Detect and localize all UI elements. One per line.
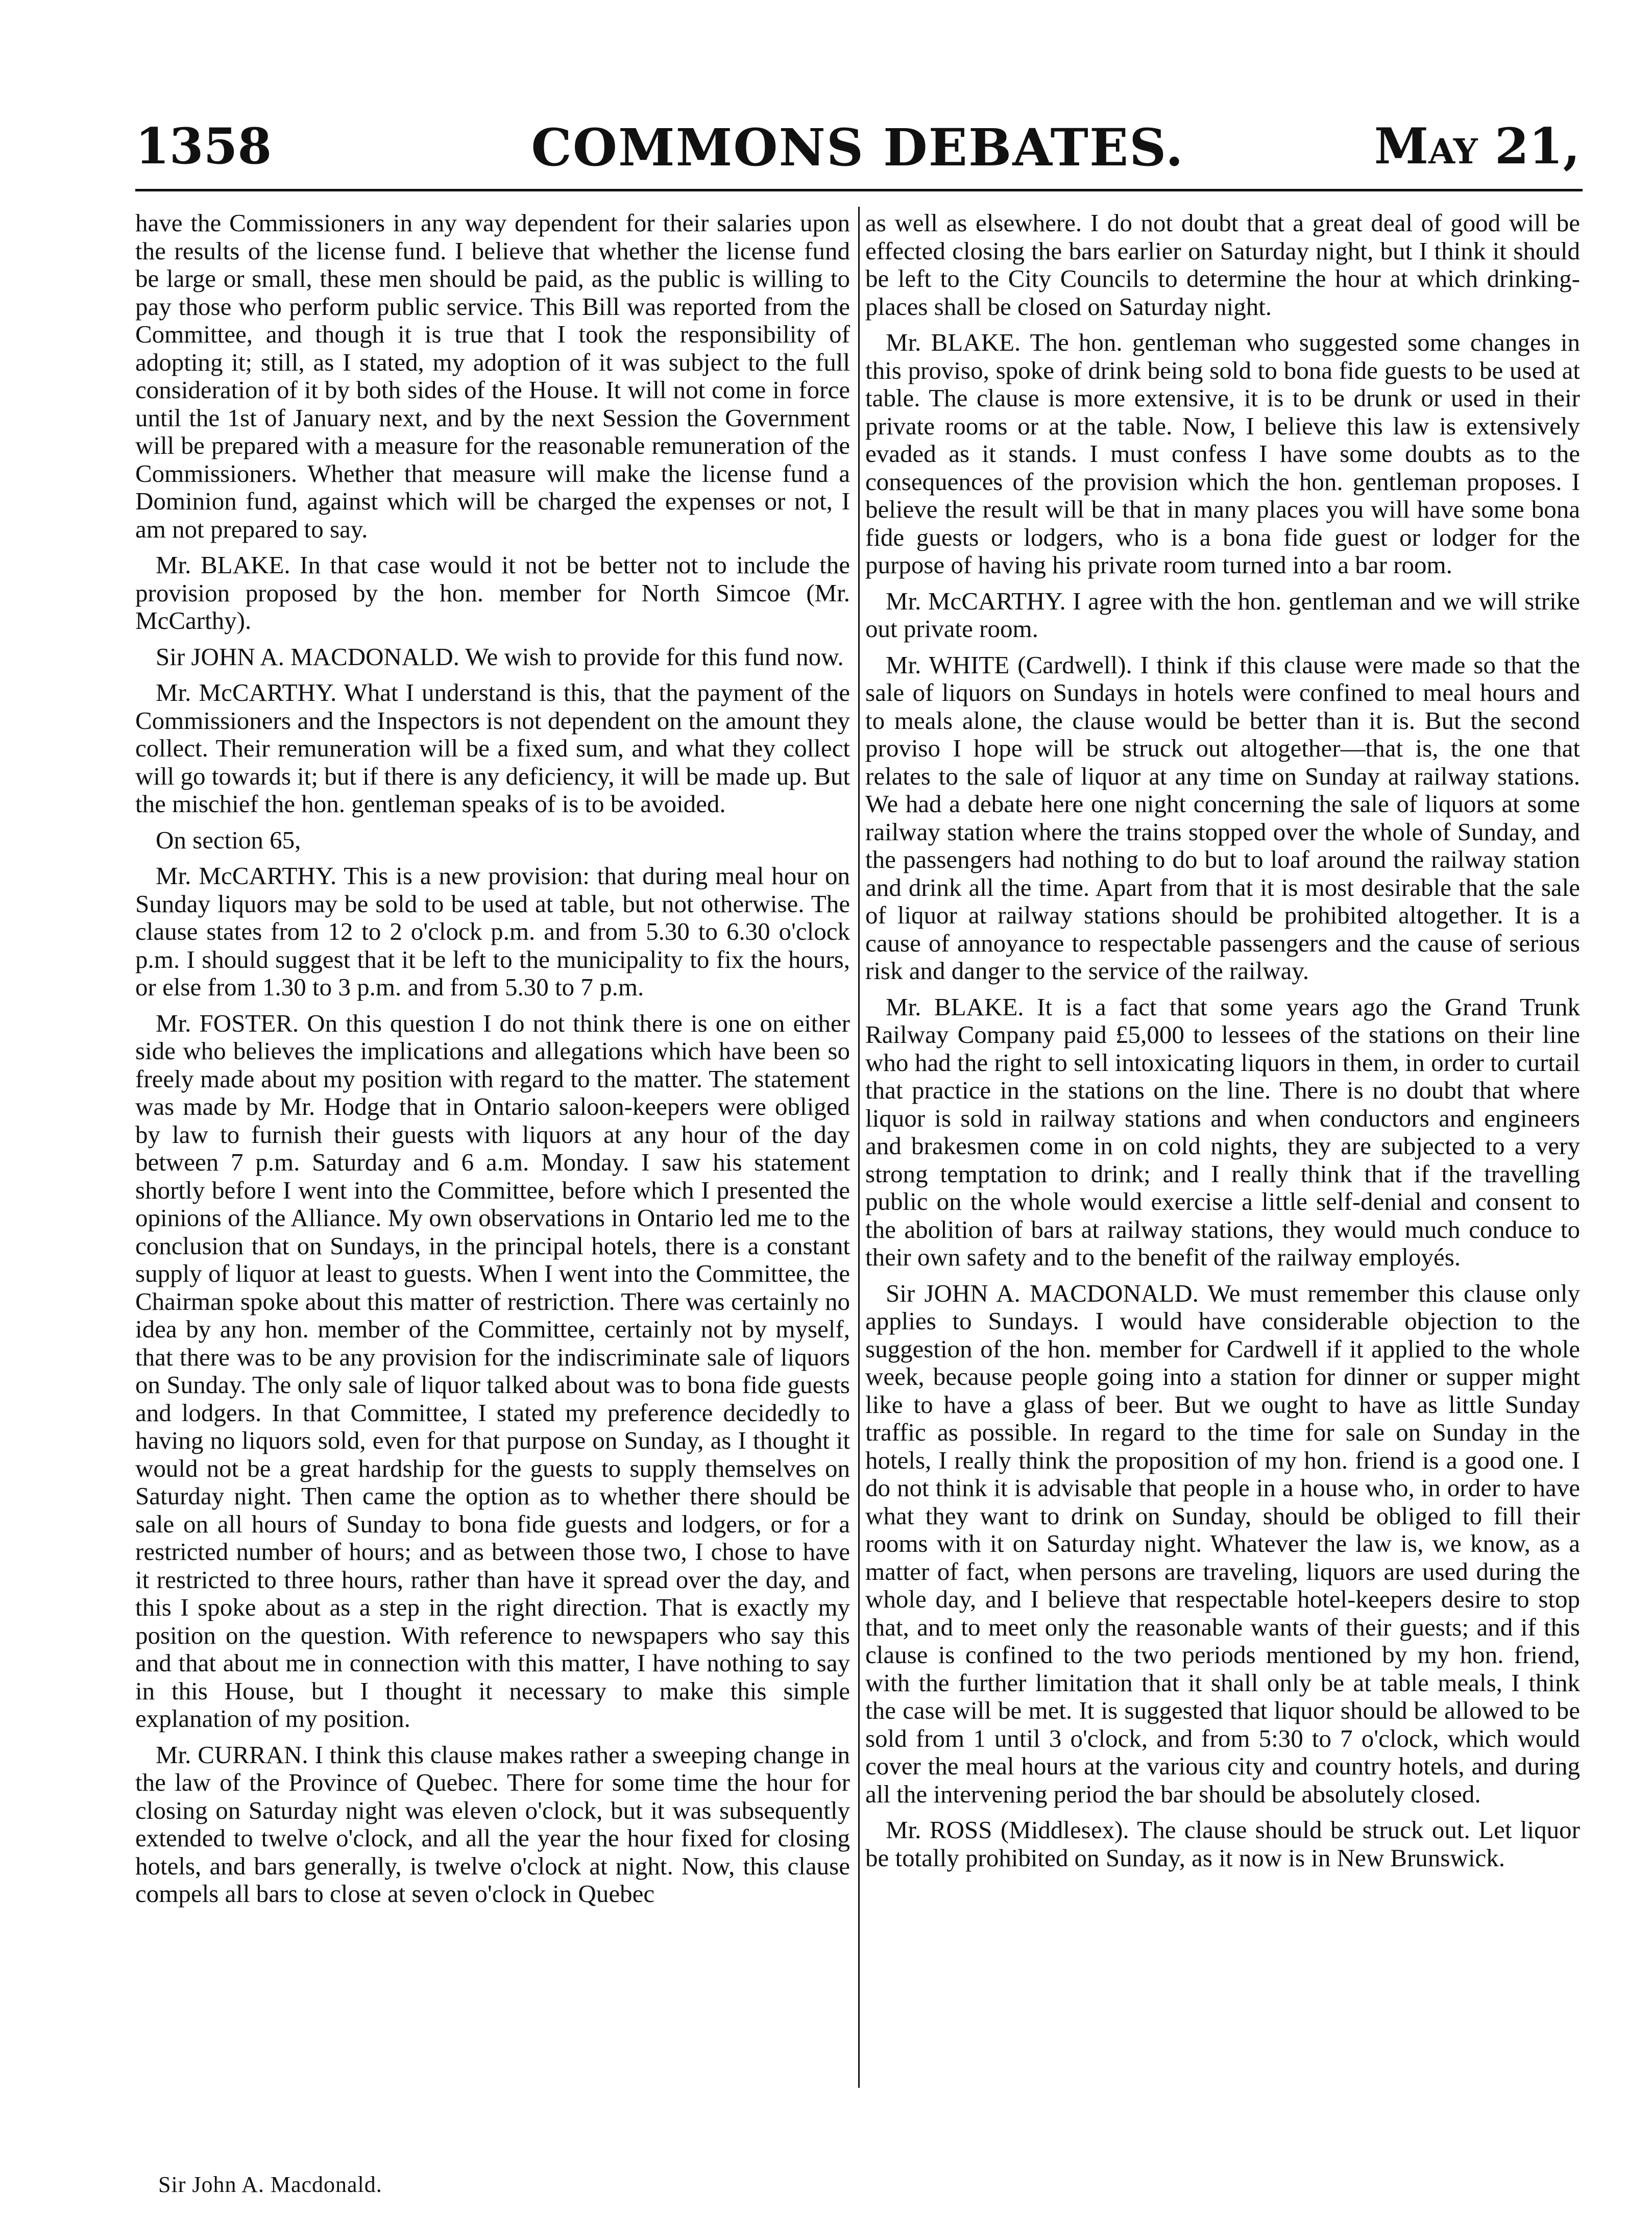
speaker-name: Mr. BLAKE. (886, 328, 1021, 356)
catchword: Sir John A. Macdonald. (158, 2172, 382, 2197)
speaker-name: Mr. FOSTER. (156, 1009, 299, 1037)
speaker-name: Sir JOHN A. MACDONALD. (156, 642, 459, 671)
paragraph (865, 651, 1580, 985)
paragraph (865, 1280, 1580, 1809)
paragraph (865, 588, 1580, 643)
speaker-name: Mr. McCARTHY. (156, 862, 337, 890)
column-divider (858, 207, 860, 2088)
paragraph-text: have the Commissioners in any way dependent for their salaries upon the results of the license fund. I believe that whether the license fund be large or small, these men should be paid, as the public is willing to pay those who perform public service. This Bill was reported from the Committee, and though it is true that I took the responsibility of adopting it; still, as I stated, my adoption of it was subject to the full consideration of it by both sides of the House. It will not come in force until the 1st of January next, and by the next Session the Government will be prepared with a measure for the reasonable remuneration of the Commissioners. Whether that measure will make the license fund a Dominion fund, against which will be charged the expenses or not, I am not prepared to say. (135, 209, 850, 543)
paragraph-text: I think if this clause were made so that the sale of liquors on Sundays in hotels were confined to meal hours and to meals alone, the clause would be better than it is. But the second proviso I hope will be struck out altogether—that is, the one that relates to the sale of liquor at any time on Sunday at railway stations. We had a debate here one night concerning the sale of liquors at some railway station where the trains stopped over the whole of Sunday, and the passengers had nothing to do but to loaf around the railway station and drink all the time. Apart from that it is most desirable that the sale of liquor at railway stations should be prohibited altogether. It is a cause of annoyance to respectable passengers and the cause of serious risk and danger to the service of the railway. (865, 650, 1580, 985)
paragraph (865, 329, 1580, 579)
page-header (135, 117, 1580, 179)
speaker-name: Mr. CURRAN. (156, 1740, 308, 1769)
header-rule (135, 189, 1583, 191)
paragraph (135, 826, 850, 855)
paragraph (135, 551, 850, 635)
left-column (135, 209, 850, 2159)
speaker-name: Mr. McCARTHY. (886, 587, 1066, 615)
paragraph-text: The hon. gentleman who suggested some changes in this proviso, spoke of drink being sold to bona fide guests to be used at table. The clause is more extensive, it is to be drunk or used in their private rooms or at the table. Now, I believe this law is extensively evaded as it stands. I must confess I have some doubts as to the consequences of the provision which the hon. gentleman proposes. I believe the result will be that in many places you will have some bona fide guests or lodgers, who is a bona fide guest or lodger for the purpose of having his private room turned into a bar room. (865, 328, 1580, 579)
speaker-name: Mr. BLAKE. (886, 992, 1024, 1021)
paragraph-text: It is a fact that some years ago the Grand Trunk Railway Company paid £5,000 to lessees of the stations on their line who had the right to sell intoxicating liquors in them, in order to curtail that practice in the stations on the line. There is no doubt that where liquor is sold in railway stations and when conductors and engineers and brakesmen come in on cold nights, they are subjected to a very strong temptation to drink; and I really think that if the travelling public on the whole would exercise a little self-denial and consent to the abolition of bars at railway stations, they would much conduce to their own safety and to the benefit of the railway employés. (865, 992, 1580, 1271)
paragraph-text: I agree with the hon. gentleman and we will strike out private room. (865, 587, 1580, 643)
paragraph-text: We wish to provide for this fund now. (465, 642, 844, 671)
speaker-name: Mr. McCARTHY. (156, 678, 337, 706)
paragraph (865, 209, 1580, 321)
paragraph (135, 1741, 850, 1908)
paragraph (135, 1010, 850, 1733)
paragraph (865, 1816, 1580, 1872)
paragraph-text: The clause should be struck out. Let liquor be totally prohibited on Sunday, as it now is in New Brunswick. (865, 1816, 1580, 1872)
speaker-name: Sir JOHN A. MACDONALD. (886, 1279, 1199, 1307)
speaker-name: Mr. WHITE (Cardwell). (886, 650, 1132, 679)
paragraph (135, 862, 850, 1002)
paragraph-text: I think this clause makes rather a sweeping change in the law of the Province of Quebec. There for some time the hour for closing on Saturday night was eleven o'clock, but it was subsequently extended to twelve o'clock, and all the year the hour fixed for closing hotels, and bars generally, is twelve o'clock at night. Now, this clause compels all bars to close at seven o'clock in Quebec (135, 1740, 850, 1908)
page-number: 1358 (135, 117, 272, 175)
speaker-name: Mr. ROSS (Middlesex). (886, 1816, 1129, 1844)
paragraph-text: This is a new provision: that during meal hour on Sunday liquors may be sold to be used at table, but not otherwise. The clause states from 12 to 2 o'clock p.m. and from 5.30 to 6.30 o'clock p.m. I should suggest that it be left to the municipality to fix the hours, or else from 1.30 to 3 p.m. and from 5.30 to 7 p.m. (135, 862, 850, 1001)
paragraph (865, 993, 1580, 1272)
speaker-name: Mr. BLAKE. (156, 551, 290, 579)
paragraph-text: On this question I do not think there is one on either side who believes the implications and allegations which have been so freely made about my position with regard to the matter. The statement was made by Mr. Hodge that in Ontario saloon-keepers were obliged by law to furnish their guests with liquors at any hour of the day between 7 p.m. Saturday and 6 a.m. Monday. I saw his statement shortly before I went into the Committee, before which I presented the opinions of the Alliance. My own observations in Ontario led me to the conclusion that on Sundays, in the principal hotels, there is a constant supply of liquor at least to guests. When I went into the Committee, the Chairman spoke about this matter of restriction. There was certainly no idea by any hon. member of the Committee, certainly not by myself, that there was to be any provision for the indiscriminate sale of liquors on Sunday. The only sale of liquor talked about was to bona fide guests and lodgers. In that Committee, I stated my preference decidedly to having no liquors sold, even for that purpose on Sunday, as I thought it would not be a great hardship for the guests to supply themselves on Saturday night. Then came the option as to whether there should be sale on all hours of Sunday to bona fide guests and lodgers, or for a restricted number of hours; and as between those two, I chose to have it restricted to three hours, rather than have it spread over the day, and this I spoke about as a step in the right direction. That is exactly my position on the question. With reference to newspapers who say this and that about me in connection with this matter, I have nothing to say in this House, but I thought it necessary to make this simple explanation of my position. (135, 1009, 850, 1733)
paragraph-text: We must remember this clause only applies to Sundays. I would have considerable objection to the suggestion of the hon. member for Cardwell if it applied to the whole week, because people going into a station for dinner or supper might like to have a glass of beer. But we ought to have as little Sunday traffic as possible. In regard to the time for sale on Sunday in the hotels, I really think the proposition of my hon. friend is a good one. I do not think it is advisable that people in a house who, in order to have what they want to drink on Sunday, should be obliged to fill their rooms with it on Saturday night. Whatever the law is, we know, as a matter of fact, when persons are traveling, liquors are used during the whole day, and I believe that respectable hotel-keepers desire to stop that, and to meet only the reasonable wants of their guests; and if this clause is confined to the two periods mentioned by my hon. friend, with the further limitation that it shall only be at table meals, I think the case will be met. It is suggested that liquor should be allowed to be sold from 1 until 3 o'clock, and from 5:30 to 7 o'clock, which would cover the meal hours at the various city and country hotels, and during all the intervening period the bar should be absolutely closed. (865, 1279, 1580, 1808)
paragraph-text: as well as elsewhere. I do not doubt that a great deal of good will be effected closing the bars earlier on Saturday night, but I think it should be left to the City Councils to determine the hour at which drinking-places shall be closed on Saturday night. (865, 209, 1580, 321)
paragraph (135, 643, 850, 671)
paragraph-text: On section 65, (156, 825, 301, 854)
paragraph (135, 209, 850, 543)
right-column (865, 209, 1580, 2159)
paragraph-text: What I understand is this, that the payment of the Commissioners and the Inspectors is not dependent on the amount they collect. Their remuneration will be a fixed sum, and what they collect will go towards it; but if there is any deficiency, it will be made up. But the mischief the hon. gentleman speaks of is to be avoided. (135, 678, 850, 818)
page-title: COMMONS DEBATES. (531, 117, 1184, 178)
page-date: May 21, (1374, 117, 1580, 175)
paragraph-text: In that case would it not be better not to include the provision proposed by the hon. member for North Simcoe (Mr. McCarthy). (135, 551, 850, 635)
paragraph (135, 679, 850, 818)
